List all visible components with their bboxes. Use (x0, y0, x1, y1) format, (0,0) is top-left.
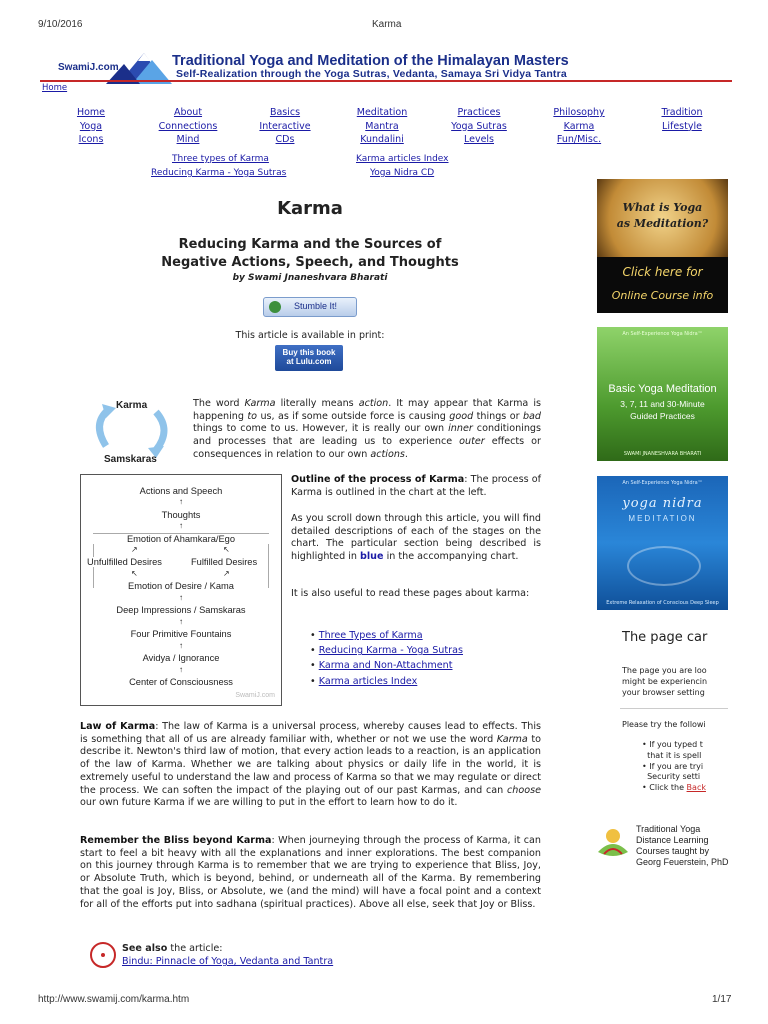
nav-connections[interactable]: Connections (158, 120, 218, 132)
chart-arrow-diag-icon: ↗ (131, 545, 138, 554)
list-item: Security setti (647, 772, 701, 782)
print-page: 1/17 (712, 994, 732, 1005)
print-title: Karma (372, 19, 402, 30)
water-ripple-icon (627, 546, 701, 586)
ad2-sub-2: Guided Practices (630, 411, 695, 421)
law-of-karma-paragraph: Law of Karma: The law of Karma is a universal process, whereby causes lead to effects. This is something that all of us are already familiar with, whether or not we use the word Karma to describe it. Newton's third law of motion, that every action leads to a reaction, is an application of the law of Karma. Whether we are talking about physics or daily life in the world, it is extremely useful to understand the law and process of Karma so that we may regulate or direct the process. We can soften the impact of the playing out of our past Karmas, and can choose our own future Karma if we are willing to put in the effort to learn how to do it. (80, 721, 541, 809)
ad1-cta-2: Online Course info (611, 289, 714, 302)
nav-col-5 (448, 106, 510, 147)
karma-process-chart (80, 474, 282, 706)
stumbleupon-icon (269, 301, 281, 313)
back-link[interactable]: Back (686, 783, 706, 793)
ad2-top: An Self-Experience Yoga Nidra™ (622, 331, 703, 337)
link-karma-articles-index-list[interactable]: Karma articles Index (318, 675, 418, 687)
nav-meditation[interactable]: Meditation (356, 107, 408, 118)
list-item: • Three Types of Karma (310, 630, 423, 641)
stumble-button[interactable] (263, 297, 357, 317)
print-url: http://www.swamij.com/karma.htm (38, 994, 190, 1005)
cycle-label-samskaras: Samskaras (104, 454, 157, 465)
chart-item-fulfilled: Fulfilled Desires (191, 557, 258, 567)
outline-paragraph: Outline of the process of Karma: The process of Karma is outlined in the chart at the left. (291, 474, 541, 498)
nav-about[interactable]: About (173, 107, 203, 118)
buy-label-1: Buy this book (282, 348, 336, 357)
ad3-top: An Self-Experience Yoga Nidra™ (622, 480, 703, 486)
chart-arrow-up-icon: ↑ (179, 665, 183, 674)
link-three-types-karma[interactable]: Three types of Karma (172, 154, 269, 164)
chart-arrow-up-icon: ↑ (179, 593, 183, 602)
error-title: The page car (622, 630, 708, 645)
link-yoga-nidra-cd[interactable]: Yoga Nidra CD (370, 168, 435, 178)
article-subtitle-2: Negative Actions, Speech, and Thoughts (161, 255, 459, 270)
site-subtitle: Self-Realization through the Yoga Sutras, Vedanta, Samaya Sri Vidya Tantra (176, 68, 567, 80)
nav-icons[interactable]: Icons (78, 134, 104, 145)
nav-yoga[interactable]: Yoga (79, 120, 103, 132)
nav-col-2 (158, 106, 218, 147)
error-try: Please try the followi (622, 720, 706, 729)
basic-yoga-meditation-cd-ad[interactable] (597, 327, 728, 461)
nav-col-6 (550, 106, 608, 147)
ad3-title-2: MEDITATION (628, 514, 697, 523)
list-item: that it is spell (647, 750, 702, 760)
chart-item-fountains: Four Primitive Fountains (130, 629, 232, 639)
nav-cds[interactable]: CDs (275, 134, 295, 145)
nav-yoga-sutras[interactable]: Yoga Sutras (451, 120, 507, 132)
chart-arrow-up-icon: ↑ (179, 521, 183, 530)
nav-home[interactable]: Home (76, 107, 106, 118)
see-also-label: See also the article: (122, 943, 223, 954)
error-divider (620, 708, 728, 709)
chart-item-unfulfilled: Unfulfilled Desires (87, 557, 162, 567)
bliss-paragraph: Remember the Bliss beyond Karma: When journeying through the process of Karma, it can start to feel a bit heavy with all the explanations and inner explorations. The best companion on this journey through Karma is to remember that we are trying to experience that Bliss, Joy, or Absolute Truth, which is beyond, behind, or underneath all of the Karma. By remembering that the goal is Joy, Bliss, or Absolute, we (and the mind) will have a focal point and a context for all of the efforts put into sadhana (spiritual practices). Above all else, seek that Joy or Bliss. (80, 835, 541, 910)
intro-paragraph: The word Karma literally means action. It may appear that Karma is happening to us, as if some outside force is causing good things or bad things to come to us. However, it is really our own inner conditionings and processes that are leading us to experience outer effects or consequences in relation to our own actions. (193, 398, 542, 460)
chart-item-samskaras: Deep Impressions / Samskaras (116, 605, 246, 615)
error-message: The page you are loo might be experiencin your browser setting (622, 666, 708, 697)
list-item: • Karma and Non-Attachment (310, 660, 453, 672)
chart-arrow-up-icon: ↑ (179, 617, 183, 626)
nav-philosophy[interactable]: Philosophy (553, 107, 605, 118)
chart-arrow-diag-icon: ↖ (131, 569, 138, 578)
lotus-icon (592, 822, 634, 864)
chart-item-actions-speech: Actions and Speech (139, 486, 223, 496)
list-item: • Reducing Karma - Yoga Sutras (310, 645, 463, 657)
nav-col-4 (355, 106, 409, 147)
ad2-title: Basic Yoga Meditation (608, 383, 717, 395)
breadcrumb-home[interactable]: Home (42, 83, 68, 93)
also-paragraph: It is also useful to read these pages about karma: (291, 588, 530, 599)
ad2-sub-1: 3, 7, 11 and 30-Minute (620, 399, 705, 409)
ad2-bottom: SWAMI JNANESHVARA BHARATI (623, 451, 702, 457)
ad1-top: What is Yoga (622, 201, 703, 214)
nav-col-1 (72, 106, 110, 147)
nav-col-3 (258, 106, 312, 147)
nav-tradition[interactable]: Tradition (661, 107, 703, 118)
online-course-ad[interactable] (597, 179, 728, 313)
ad1-cta-1: Click here for (622, 265, 703, 279)
chart-item-desire: Emotion of Desire / Kama (128, 581, 234, 591)
ad3-bottom: Extreme Relaxation of Conscious Deep Sleep (606, 600, 719, 606)
chart-item-avidya: Avidya / Ignorance (142, 653, 220, 663)
karma-link-list (310, 628, 463, 689)
list-item: • Karma articles Index (310, 675, 418, 687)
chart-arrow-up-icon: ↑ (179, 497, 183, 506)
link-reducing-karma-list[interactable]: Reducing Karma - Yoga Sutras (318, 645, 463, 657)
nav-mantra[interactable]: Mantra (365, 120, 399, 132)
distance-learning-text: Traditional Yoga Distance Learning Courses taught by Georg Feuerstein, PhD (636, 824, 729, 867)
karma-cycle-diagram (86, 396, 186, 466)
nav-mind[interactable]: Mind (176, 134, 200, 145)
nav-basics[interactable]: Basics (269, 107, 301, 118)
link-karma-articles-index[interactable]: Karma articles Index (356, 154, 449, 164)
list-item: • If you typed t (642, 740, 703, 749)
site-title: Traditional Yoga and Meditation of the Himalayan Masters (172, 53, 569, 69)
nav-lifestyle[interactable]: Lifestyle (662, 120, 702, 132)
nav-levels[interactable]: Levels (463, 134, 495, 145)
cycle-label-karma: Karma (116, 400, 148, 411)
chart-arrow-up-icon: ↑ (179, 641, 183, 650)
ad1-mid: as Meditation? (616, 217, 709, 230)
chart-watermark: SwamiJ.com (235, 692, 275, 699)
chart-item-center: Center of Consciousness (129, 677, 233, 687)
link-karma-non-attachment[interactable]: Karma and Non-Attachment (318, 660, 453, 672)
link-reducing-karma[interactable]: Reducing Karma - Yoga Sutras (151, 168, 287, 178)
logo-text: SwamiJ.com (58, 62, 119, 73)
nav-interactive[interactable]: Interactive (259, 120, 311, 132)
buy-label-2: at Lulu.com (286, 357, 332, 366)
error-list (642, 740, 706, 794)
bindu-icon (90, 942, 116, 968)
scroll-paragraph: As you scroll down through this article, you will find detailed descriptions of each of the stages on the chart. The particular section being described is highlighted in blue in the accompanying chart. (291, 513, 541, 563)
page-title: Karma (277, 198, 343, 219)
list-item: • Click the Back (642, 783, 706, 793)
header-divider (40, 80, 732, 82)
chart-item-ego: Emotion of Ahamkara/Ego (81, 534, 281, 544)
distance-learning-logo[interactable] (592, 822, 634, 864)
chart-item-thoughts: Thoughts (161, 510, 201, 520)
stumble-label: Stumble It! (294, 301, 338, 311)
yoga-nidra-cd-ad[interactable] (597, 476, 728, 610)
list-item: • If you are tryi (642, 761, 704, 771)
nav-col-7 (656, 106, 708, 133)
nav-practices[interactable]: Practices (457, 107, 501, 118)
print-date: 9/10/2016 (38, 19, 83, 30)
link-bindu-article[interactable]: Bindu: Pinnacle of Yoga, Vedanta and Tantra (122, 956, 334, 967)
chart-arrow-diag-icon: ↖ (223, 545, 230, 554)
link-three-types-karma-list[interactable]: Three Types of Karma (318, 630, 423, 641)
buy-book-button[interactable] (275, 345, 343, 371)
nav-kundalini[interactable]: Kundalini (360, 134, 404, 145)
print-availability-note: This article is available in print: (235, 330, 385, 341)
byline: by Swami Jnaneshvara Bharati (232, 273, 388, 283)
nav-fun-misc[interactable]: Fun/Misc. (556, 134, 602, 145)
article-subtitle-1: Reducing Karma and the Sources of (178, 237, 442, 252)
chart-arrow-diag-icon: ↗ (223, 569, 230, 578)
nav-karma[interactable]: Karma (563, 120, 595, 132)
ad3-title-1: yoga nidra (622, 496, 703, 511)
